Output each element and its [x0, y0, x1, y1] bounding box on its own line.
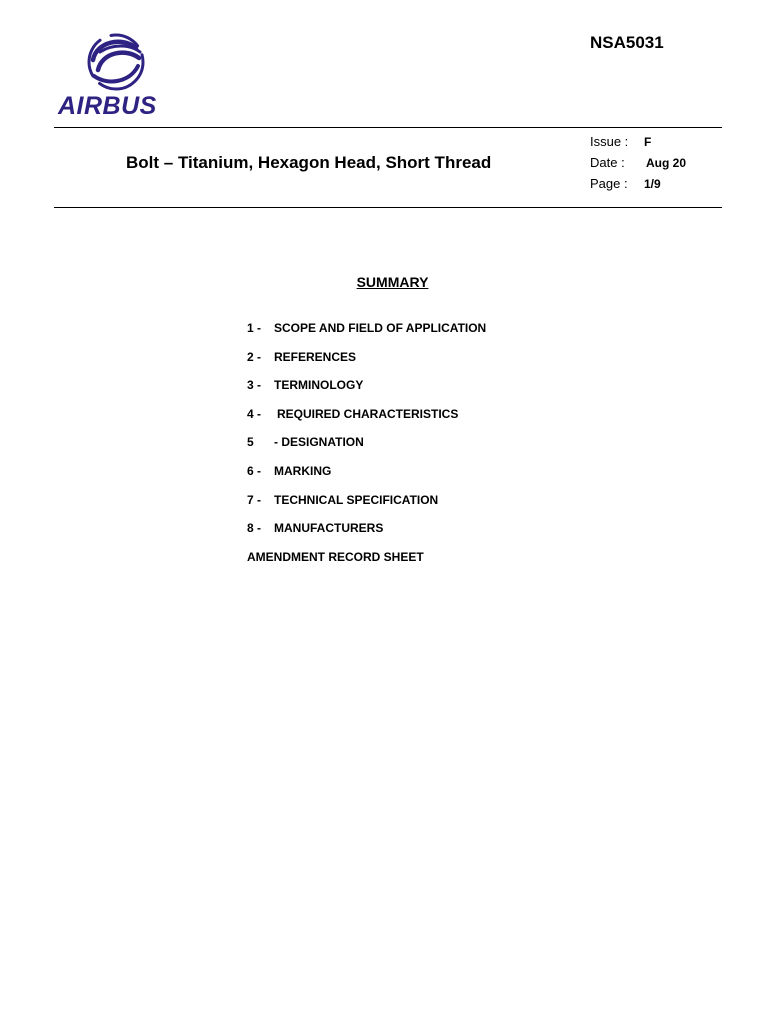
header-divider-top: [54, 127, 722, 128]
issue-value: F: [644, 135, 652, 149]
header-divider-bottom: [54, 207, 722, 208]
page-label: Page :: [590, 176, 628, 191]
logo-wordmark: AIRBUS: [58, 92, 157, 120]
item-label: MANUFACTURERS: [274, 521, 384, 536]
item-label: TERMINOLOGY: [274, 378, 364, 393]
item-number: 2 -: [247, 349, 262, 364]
item-label: - DESIGNATION: [274, 435, 364, 450]
item-number: 4 -: [247, 406, 262, 421]
item-label: TECHNICAL SPECIFICATION: [274, 492, 439, 507]
date-row: [590, 155, 687, 170]
airbus-swirl-icon: [56, 30, 178, 96]
document-code: NSA5031: [590, 33, 664, 52]
item-number: 3 -: [247, 378, 262, 393]
date-label: Date :: [590, 155, 625, 170]
item-label: REFERENCES: [274, 349, 357, 364]
issue-row: [590, 134, 652, 149]
item-label: AMENDMENT RECORD SHEET: [247, 549, 424, 564]
item-label: REQUIRED CHARACTERISTICS: [277, 406, 459, 421]
item-number: 1 -: [247, 321, 262, 335]
page-value: 1/9: [644, 177, 661, 191]
item-number: 5: [247, 435, 254, 450]
summary-heading: SUMMARY: [356, 274, 429, 290]
page-row: [590, 176, 661, 191]
item-number: 8 -: [247, 521, 262, 536]
item-number: 7 -: [247, 492, 262, 507]
issue-label: Issue :: [590, 134, 629, 149]
airbus-logo: [56, 30, 178, 122]
date-value: Aug 20: [646, 156, 687, 170]
item-label: SCOPE AND FIELD OF APPLICATION: [274, 321, 487, 335]
document-title: Bolt – Titanium, Hexagon Head, Short Thread: [126, 153, 492, 172]
item-label: MARKING: [274, 463, 332, 478]
item-number: 6 -: [247, 463, 262, 478]
